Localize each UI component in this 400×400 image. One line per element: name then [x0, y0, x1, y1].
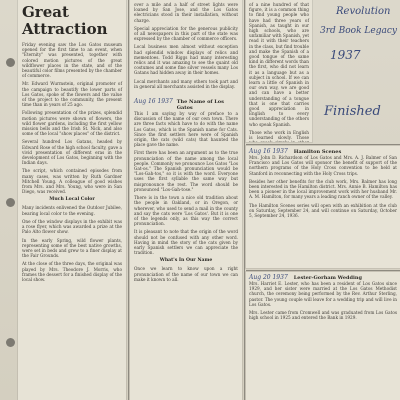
article-title: The Name of Los Gatos	[176, 99, 224, 112]
clipping-divider	[246, 270, 400, 271]
paragraph: Once we learn to know upon a right pronunciation of the name of our town we can make it known to all.	[134, 266, 238, 282]
paragraph: At the close of the three days, the original was played by Mrs. Theodore J. Morris, who frames the dessert for a finished display of the local show.	[22, 261, 122, 282]
paragraph: The Hamilton Scenes series will open with an exhibition at the club on Saturday, September 24, and will continue on Saturday, October 5, September 24, 1936.	[249, 202, 397, 219]
column-divider	[128, 0, 129, 400]
clipping-lester-gorham	[246, 272, 400, 400]
clipping-column-two	[130, 0, 242, 400]
paragraph: This I am saying by way of preface to a discussion of the name of our own town. There are three facts which have to do with the name Los Gatos, which is the Spanish name for Cats. Since the first settlers here were of Spanish origin, the cats (wild cats) that haunted the place gave the name.	[134, 111, 238, 148]
article-title: Lester-Gorham Wedding	[293, 275, 363, 281]
clipping-hamilton-scenes	[246, 146, 400, 268]
column-divider	[244, 0, 245, 400]
paragraph: Those who work in English is learned slowly. Those	[249, 129, 309, 141]
paragraph: of a nine hundred of that figure, it is a common thing to find young people who have had three years of Spanish, as taught in our high schools, who are unfamiliar with Spanish, yet read it with their teachers in the class, but find trouble and make the Spanish of a good tongue of the same kind in different words than the first, who did not learn it as a language but as a subject in school. If we can learn a little of Spanish in our own way, we are good and can have a better understanding of a tongue that is one that carries good appreciation in English to every understanding of the others who speak Spanish.	[249, 2, 310, 127]
binder-hole	[6, 58, 15, 67]
paragraph: In the early Spring, wild flower plants, representing some of the best native growths, were set in beds and grew to a finer display at the Fair Grounds.	[22, 237, 122, 259]
clipping-great-attraction	[18, 0, 126, 400]
paragraph: Mrs. John D. Richardson of Los Gatos and Mrs. A. J. Balmer of San Francisco and Los Gatos will sponsor the benefit of support of the northern programs of the Holy Cross convention to be held at Stanford in reconnecting with the Holy Cross trips.	[249, 155, 397, 176]
paragraph: Local business men almost without exception had splendid window displays of relics and mementoes. Todd Riggs had many interesting relics and it was amazing to see the quaint old costumes and some fine silver vessels many Los Gatans had hidden away in their homes.	[134, 44, 238, 76]
paragraph: Many incidents enlivened the Outdoor Jubilee, bearing local color to the evening.	[22, 205, 122, 216]
paragraph: Mrs. Lester came from Cromwell and was graduated from Los Gatos high school in 1925 and entered the Bank in 1929.	[249, 310, 397, 321]
clipping-column-three	[246, 0, 312, 142]
binder-hole	[6, 338, 15, 347]
paragraph: Several hundred Los Gatans, headed by Edward Rose of the high school faculty, gave a vivid presentation of different eras in the development of Los Gatos, beginning with the Indian days.	[22, 139, 122, 166]
paragraph: It is pleasant to note that the origin of the word should not be confused with any other word. Having in mind the story of the cats given by early Spanish settlers we can appreciate the tradition.	[134, 229, 238, 256]
paragraph: over a mile and a half of street lights were loaned by San Jose, and the Los Gatos electricians stood in their installation, without charge.	[134, 2, 238, 23]
subheading: Much Local Color	[49, 197, 95, 203]
paragraph: The script, which contained episodes from many cases, was written by Ruth Gardner Mitchell Young. A colleague of good wishes from Mrs. and Mrs. Young, who were in San Diego, was received.	[22, 168, 122, 195]
paragraph: Mr. Edward Wurmstein, original promoter of the campaign to beautify the lower parts of Los Gatos, spoke of the flowers and the value of the project to the community, the present time than in years of 25 ago.	[22, 81, 122, 108]
paragraph: Special appreciation for the generous publicity of all newspapers in this part of the state was expressed by the chamber of commerce officers.	[134, 25, 238, 42]
paragraph: Following presentation of the prizes, splendid motion pictures were shown of flowers, the wild flower gardens, including the first yellow mission bells and the Irish St. Nick, and also some of the local "show places" of the district.	[22, 110, 122, 137]
clipping-divider	[246, 144, 400, 145]
paragraph: One of the window displays in the exhibit was a rose flyer, which was awarded a prize at the Palo Alto flower show.	[22, 218, 122, 235]
paragraph: Local merchants and many others took part and in general all merchants assisted in the display.	[134, 78, 238, 89]
paragraph: Mrs. Harriet E. Lester, who has been a resident of Los Gatos since 1929, and her sister were married at the Los Gatos Methodist church, the ceremony being performed by the Rev. Arthur Sterling, pastor. The young couple will leave for a wedding trip and will live in Los Gatos.	[249, 281, 397, 307]
handwritten-date: Aug 16 1937	[134, 98, 173, 106]
handwritten-note: 1937	[330, 48, 361, 62]
subheading: What's In Our Name	[159, 258, 213, 264]
handwritten-date: Aug 20 1937	[249, 274, 288, 281]
paragraph: First there has been an argument as to the true pronunciation of the name among the local people. Commonly we pronounce Los Gatos "Los Gat-os." The Spanish pronunciation would be "Los-Gah-tos," so it is with the word. Everyone uses the first syllable the same way but mispronounce the rest. The word should be pronounced "Los-Gah-tose."	[134, 150, 238, 192]
paragraph: Friday evening saw the Los Gatos museum opened for the first time to an event, when "Eternity" was presented, together with colored motion pictures of the great wildflower places in the state, and of the beautiful color films presented by the chamber of commerce.	[22, 42, 122, 79]
headline: Great Attraction	[22, 3, 108, 38]
article-title: Hamilton Scenes	[293, 149, 342, 155]
handwritten-note: 3rd Book Legacy	[320, 26, 397, 36]
handwritten-date: Aug 16 1937	[249, 148, 288, 155]
paragraph: There is in the town a nice old tradition about the people in Oakland, or in Oregon, or wherever, who used to send a mail in the county and say the cats were 'Los Gatos'. But it is one of the legends only, as this way the correct pronunciation.	[134, 195, 238, 227]
handwritten-note: Revolution	[336, 6, 391, 17]
binder-hole	[6, 198, 15, 207]
paragraph: Besides her other benefits for the club work, Mrs. Balmer has long been interested in the Hamilton district. Mrs. Annie B. Hamilton has been a pioneer in the local improvement work with her husband Mr. A. M. Hamilton, for many years a leading ranch owner of the valley.	[249, 178, 397, 200]
handwritten-note: Finished	[324, 104, 381, 119]
